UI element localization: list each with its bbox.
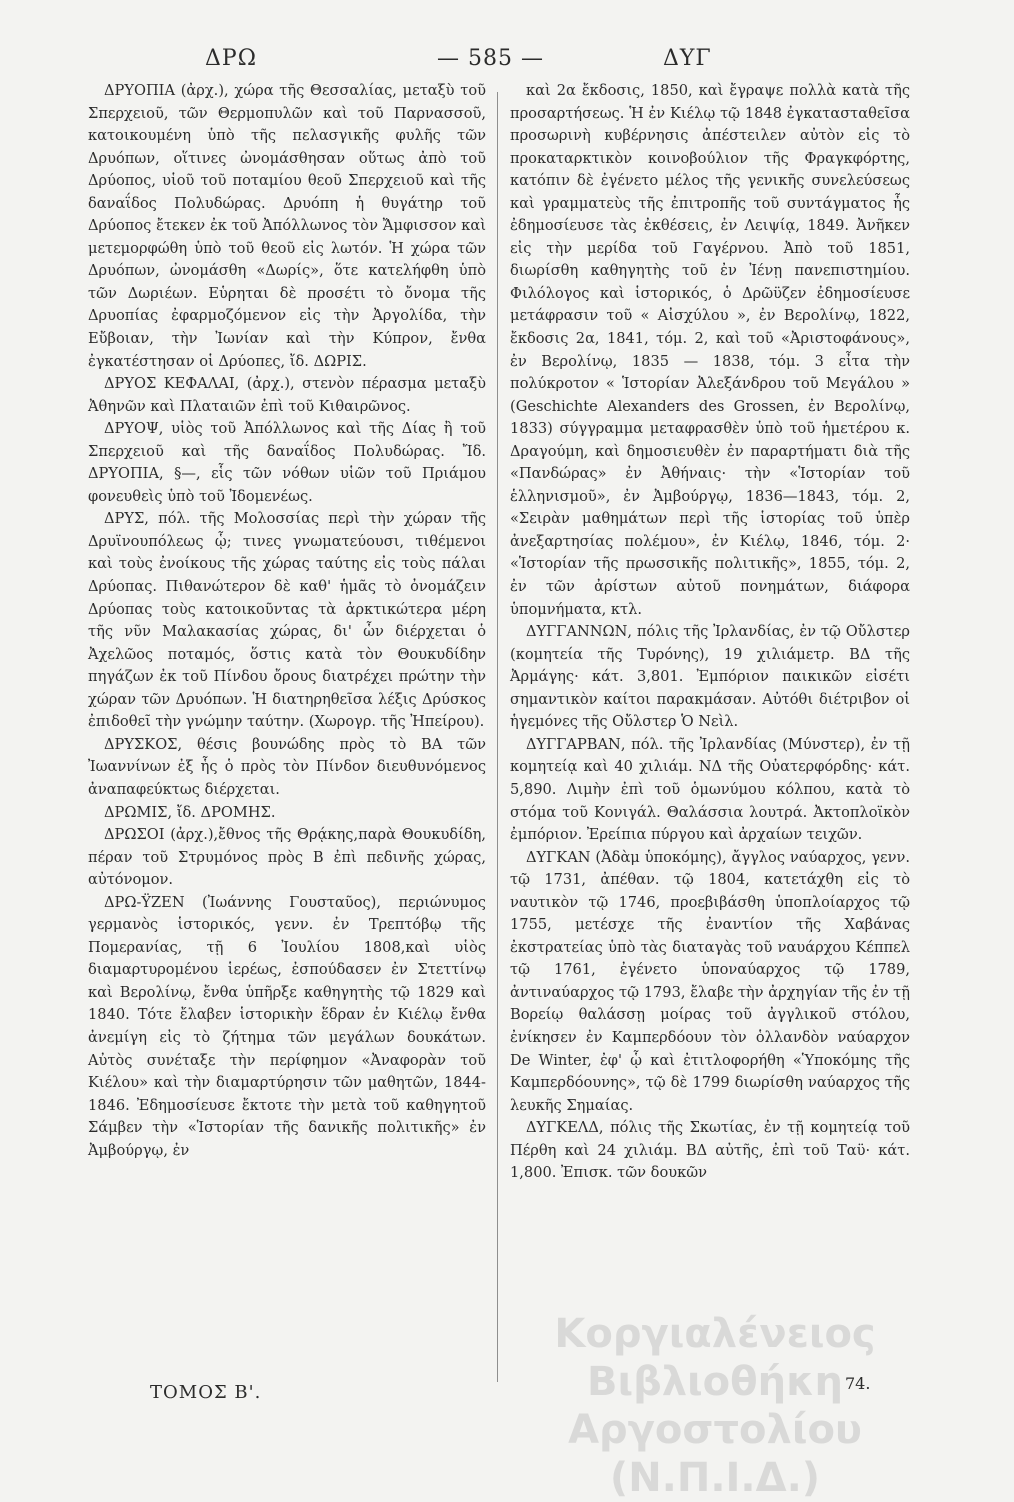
column-divider <box>497 92 498 1382</box>
entry-dyngannon: ΔΥΓΓΑΝΝΩΝ, πόλις τῆς Ἰρλανδίας, ἐν τῷ Οὔλστερ (κομητεία τῆς Τυρόνης), 19 χιλιάμετρ. ΒΔ τῆς Ἀρμάγης· κάτ. 3,801. Ἐμπόριον παικικῶν εἰσέτι σημαντικὸν καίτοι παρακμάσαν. Αὐτόθι διέτριβον οἱ ἡγεμόνες τῆς Οὔλστερ Ὁ Νεὶλ. <box>510 623 910 731</box>
page-number: — 585 — <box>437 46 544 71</box>
volume-label: ΤΟΜΟΣ Β'. <box>150 1382 262 1403</box>
right-column <box>510 80 910 1185</box>
entry-droysen-continued: καὶ 2α ἔκδοσις, 1850, καὶ ἔγραψε πολλὰ κατὰ τῆς προσαρτήσεως. Ἡ ἐν Κιέλῳ τῷ 1848 ἐγκατασταθεῖσα προσωρινὴ κυβέρνησις ἀπέστειλεν αὐτὸν εἰς τὸ προκαταρκτικὸν κοινοβούλιον τῆς Φραγκφόρτης, κατόπιν δὲ ἐγένετο μέλος τῆς γενικῆς συνελεύσεως καὶ γραμματεὺς τῆς ἐπιτροπῆς τοῦ συντάγματος ἧς ἐδημοσίευσε τὰς ἐκθέσεις, ἐν Λειψίᾳ, 1849. Ἀνῆκεν εἰς τὴν μερίδα τοῦ Γαγέρνου. Ἀπὸ τοῦ 1851, διωρίσθη καθηγητὴς τοῦ ἐν Ἰένῃ πανεπιστημίου. Φιλόλογος καὶ ἱστορικός, ὁ Δρῶϋζεν ἐδημοσίευσε μετάφρασιν τοῦ « Αἰσχύλου », ἐν Βερολίνῳ, 1822, ἔκδοσις 2α, 1841, τόμ. 2, καὶ τοῦ «Ἀριστοφάνους», ἐν Βερολίνῳ, 1835 — 1838, τόμ. 3 εἶτα τὴν πολύκροτον « Ἱστορίαν Ἀλεξάνδρου τοῦ Μεγάλου » (Geschichte Alexanders des Grossen, ἐν Βερολίνῳ, 1833) σύγγραμμα μεταφρασθὲν ὑπὸ τοῦ ἡμετέρου κ. Δραγούμη, καὶ δημοσιευθὲν ἐν παραρτήματι διὰ τῆς «Πανδώρας» ἐν Ἀθήναις· τὴν «Ἱστορίαν τοῦ ἑλληνισμοῦ», ἐν Ἀμβούργῳ, 1836—1843, τόμ. 2, «Σειρὰν μαθημάτων περὶ τῆς ἱστορίας τοῦ ὑπὲρ ἀνεξαρτησίας πολέμου», ἐν Κιέλῳ, 1846, τόμ. 2· «Ἱστορίαν τῆς πρωσσικῆς πολιτικῆς», 1855, τόμ. 2, ἐν τῶν ἀρίστων αὐτοῦ πονημάτων, διάφορα ὑπομνήματα, κτλ. <box>510 82 910 618</box>
entry-drosoi: ΔΡΩΣΟΙ (ἀρχ.),ἔθνος τῆς Θρᾴκης,παρὰ Θουκυδίδη, πέραν τοῦ Στρυμόνος πρὸς Β ἐπὶ πεδινῆς χώρας, αὐτόνομον. <box>88 826 486 889</box>
stamp-line-1: Κοργιαλένειος Βιβλιοθήκη <box>554 1311 876 1405</box>
stamp-line-2: Αργοστολίου (Ν.Π.Ι.Δ.) <box>568 1407 862 1501</box>
library-stamp <box>545 1310 885 1502</box>
entry-dyngarvan: ΔΥΓΓΑΡΒΑΝ, πόλ. τῆς Ἰρλανδίας (Μύνστερ), ἐν τῇ κομητείᾳ καὶ 40 χιλιάμ. ΝΔ τῆς Οὐατερφόρδης· κάτ. 5,890. Λιμὴν ἐπὶ τοῦ ὁμωνύμου κόλπου, κατὰ τὸ στόμα τοῦ Κονιγάλ. Θαλάσσια λουτρά. Ἀκτοπλοϊκὸν ἐμπόριον. Ἐρείπια πύργου καὶ ἀρχαίων τειχῶν. <box>510 735 910 844</box>
running-head-right: ΔΥΓ <box>663 46 712 71</box>
entry-duncan: ΔΥΓΚΑΝ (Ἀδὰμ ὑποκόμης), ἄγγλος ναύαρχος, γενν. τῷ 1731, ἀπέθαν. τῷ 1804, κατετάχθη εἰς τὸ ναυτικὸν τῷ 1746, προεβιβάσθη ὑποπλοίαρχος τῷ 1755, μετέσχε τῆς ἐναντίον τῆς Χαβάνας ἐκστρατείας ὑπὸ τὰς διαταγὰς τοῦ ναυάρχου Κέππελ τῷ 1761, ἐγένετο ὑποναύαρχος τῷ 1789, ἀντιναύαρχος τῷ 1793, ἔλαβε τὴν ἀρχηγίαν τῆς ἐν τῇ Βορείῳ θαλάσσῃ μοίρας τοῦ ἀγγλικοῦ στόλου, ἐνίκησεν ἐν Καμπερδόουν τὸν ὁλλανδὸν ναύαρχον De Winter, ἐφ' ᾧ καὶ ἐτιτλοφορήθη «Ὑποκόμης τῆς Καμπερδόουνης», τῷ δὲ 1799 διωρίσθη ναύαρχος τῆς λευκῆς Σημαίας. <box>510 848 910 1114</box>
entry-dunkeld: ΔΥΓΚΕΛΔ, πόλις τῆς Σκωτίας, ἐν τῇ κομητείᾳ τοῦ Πέρθη καὶ 24 χιλιάμ. ΒΔ αὐτῆς, ἐπὶ τοῦ Ταϋ· κάτ. 1,800. Ἐπισκ. τῶν δουκῶν <box>510 1119 910 1182</box>
signature-mark: 74. <box>845 1374 871 1393</box>
entry-dryops: ΔΡΥΟΨ, υἱὸς τοῦ Ἀπόλλωνος καὶ τῆς Δίας ἢ τοῦ Σπερχειοῦ καὶ τῆς δαναΐδος Πολυδώρας. Ἴδ. ΔΡΥΟΠΙΑ, §—, εἷς τῶν νόθων υἱῶν τοῦ Πριάμου φονευθεὶς ὑπὸ τοῦ Ἰδομενέως. <box>88 420 486 505</box>
entry-dryskos: ΔΡΥΣΚΟΣ, θέσις βουνώδης πρὸς τὸ ΒΑ τῶν Ἰωαννίνων ἐξ ἧς ὁ πρὸς τὸν Πίνδον διευθυνόμενος ἀναπαφεύκτως διέρχεται. <box>88 735 486 798</box>
entry-dromis: ΔΡΩΜΙΣ, ἴδ. ΔΡΟΜΗΣ. <box>104 803 276 821</box>
left-column <box>88 80 486 1162</box>
entry-drys: ΔΡΥΣ, πόλ. τῆς Μολοσσίας περὶ τὴν χώραν τῆς Δρυϊνουπόλεως ᾧ; τινες γνωματεύουσι, τιθέμενοι καὶ τοὺς ἐνοίκους τῆς χώρας ταύτης εἰς τοὺς πάλαι Δρύοπας. Πιθανώτερον δὲ καθ' ἡμᾶς τὸ ὀνομάζειν Δρύοπας τοὺς κατοικοῦντας τὰ ἀρκτικώτερα μέρη τῆς νῦν Μαλακασίας χώρας, δι' ὧν διέρχεται ὁ Ἀχελῶος ποταμός, ὅστις κατὰ τὸν Θουκυδίδην πηγάζων ἐκ τοῦ Πίνδου ὄρους διατρέχει πρώτην τὴν χώραν τῶν Δρυόπων. Ἡ διατηρηθεῖσα λέξις Δρύσκος ἐπιδοθεῖ τὴν γνώμην ταύτην. (Χωρογρ. τῆς Ἠπείρου). <box>88 510 486 731</box>
entry-dryos-kefalai: ΔΡΥΟΣ ΚΕΦΑΛΑΙ, (ἀρχ.), στενὸν πέρασμα μεταξὺ Ἀθηνῶν καὶ Πλαταιῶν ἐπὶ τοῦ Κιθαιρῶνος. <box>88 375 486 415</box>
running-head-left: ΔΡΩ <box>205 46 257 71</box>
entry-dryopia: ΔΡΥΟΠΙΑ (ἀρχ.), χώρα τῆς Θεσσαλίας, μεταξὺ τοῦ Σπερχειοῦ, τῶν Θερμοπυλῶν καὶ τοῦ Παρνασσοῦ, κατοικουμένη ὑπὸ τῆς πελασγικῆς φυλῆς τῶν Δρυόπων, οἵτινες ὠνομάσθησαν οὕτως ἀπὸ τοῦ Δρύοπος, υἱοῦ τοῦ ποταμίου θεοῦ Σπερχειοῦ καὶ τῆς δαναΐδος Πολυδώρας. Δρυόπη ἡ θυγάτηρ τοῦ Δρύοπος ἔτεκεν ἐκ τοῦ Ἀπόλλωνος τὸν Ἄμφισσον καὶ μετεμορφώθη ὑπὸ τοῦ θεοῦ εἰς λωτόν. Ἡ χώρα τῶν Δρυόπων, ὠνομάσθη «Δωρίς», ὅτε κατελήφθη ὑπὸ τῶν Δωριέων. Εὑρηται δὲ προσέτι τὸ ὄνομα τῆς Δρυοπίας ἐφαρμοζόμενον εἰς τὴν Ἀργολίδα, τὴν Εὔβοιαν, τὴν Ἰωνίαν καὶ τὴν Κύπρον, ἔνθα ἐγκατέστησαν οἱ Δρύοπες, ἴδ. ΔΩΡΙΣ. <box>88 82 486 370</box>
entry-droysen: ΔΡΩ-ΫΖΕΝ (Ἰωάννης Γουσταῦος), περιώνυμος γερμανὸς ἱστορικός, γενν. ἐν Τρεπτόβῳ τῆς Πομερανίας, τῇ 6 Ἰουλίου 1808,καὶ υἱὸς διαμαρτυρομένου ἱερέως, ἐσπούδασεν ἐν Στεττίνῳ καὶ Βερολίνῳ, ἔνθα ὑπῆρξε καθηγητὴς τῷ 1829 καὶ 1840. Τότε ἔλαβεν ἱστορικὴν ἕδραν ἐν Κιέλῳ ἔνθα ἀνεμίγη εἰς τὸ ζήτημα τῶν μεγάλων δουκάτων. Αὐτὸς συνέταξε τὴν περίφημον «Ἀναφορὰν τοῦ Κιέλου» καὶ τὴν διαμαρτύρησιν τῶν μαθητῶν, 1844-1846. Ἐδημοσίευσε ἔκτοτε τὴν μετὰ τοῦ καθηγητοῦ Σάμβεν τὴν «Ἱστορίαν τῆς δανικῆς πολιτικῆς» ἐν Ἀμβούργῳ, ἐν <box>88 893 486 1159</box>
